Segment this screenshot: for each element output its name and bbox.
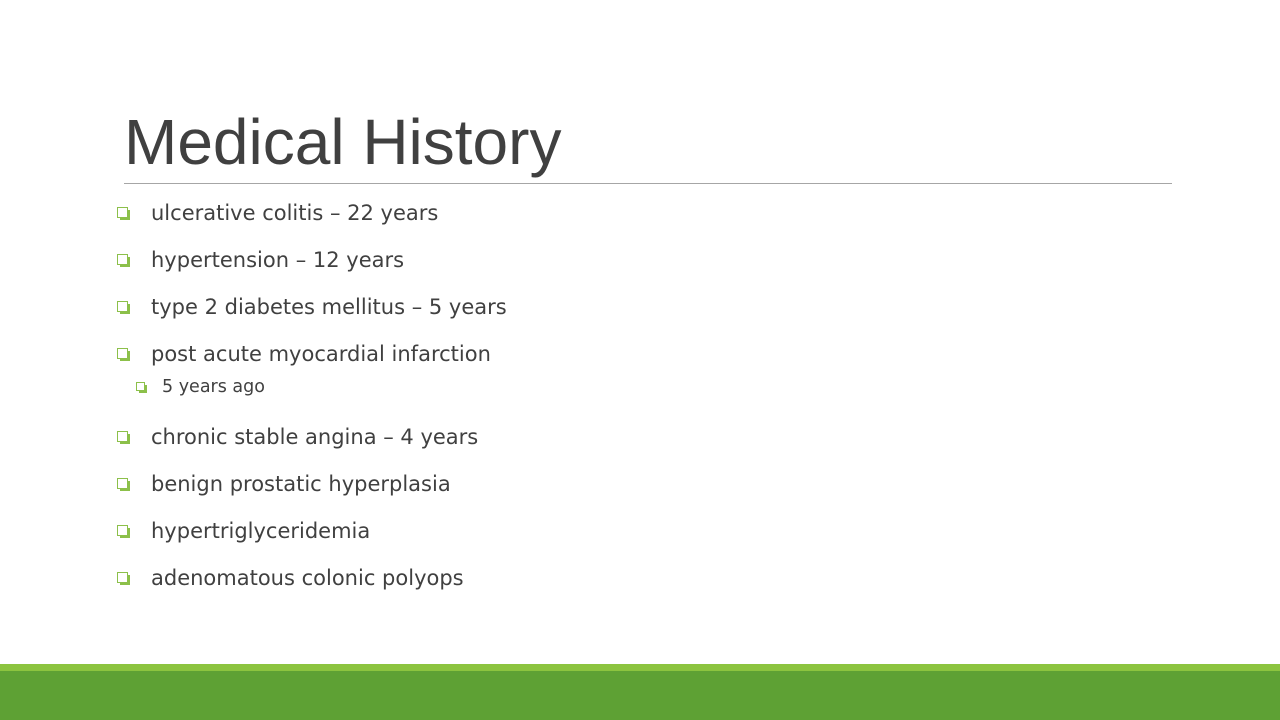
square-bullet-icon (117, 254, 130, 267)
bullet-text: ulcerative colitis – 22 years (151, 201, 439, 225)
bullet-item-hypertriglyceridemia (117, 516, 370, 546)
bullet-item-hypertension (117, 245, 404, 275)
square-bullet-icon (117, 572, 130, 585)
footer-accent-line (0, 664, 1280, 671)
sub-bullet-item-years-ago (136, 375, 265, 399)
footer-bar (0, 671, 1280, 720)
square-bullet-icon (117, 348, 130, 361)
slide-title: Medical History (124, 106, 562, 178)
bullet-text: chronic stable angina – 4 years (151, 425, 479, 449)
bullet-text: type 2 diabetes mellitus – 5 years (151, 295, 507, 319)
bullet-text: post acute myocardial infarction (151, 342, 491, 366)
bullet-text: benign prostatic hyperplasia (151, 472, 451, 496)
bullet-item-colonic-polyps (117, 563, 464, 593)
bullet-item-diabetes (117, 292, 507, 322)
bullet-item-myocardial-infarction (117, 339, 491, 369)
bullet-item-prostatic-hyperplasia (117, 469, 451, 499)
square-bullet-icon (117, 207, 130, 220)
square-bullet-icon (117, 301, 130, 314)
square-bullet-icon (117, 431, 130, 444)
square-bullet-icon (117, 478, 130, 491)
square-bullet-icon (136, 382, 147, 393)
bullet-item-ulcerative-colitis (117, 198, 438, 228)
bullet-text: hypertension – 12 years (151, 248, 405, 272)
bullet-item-angina (117, 422, 478, 452)
square-bullet-icon (117, 525, 130, 538)
bullet-text: adenomatous colonic polyops (151, 566, 464, 590)
bullet-text: hypertriglyceridemia (151, 519, 371, 543)
sub-bullet-text: 5 years ago (162, 377, 265, 397)
